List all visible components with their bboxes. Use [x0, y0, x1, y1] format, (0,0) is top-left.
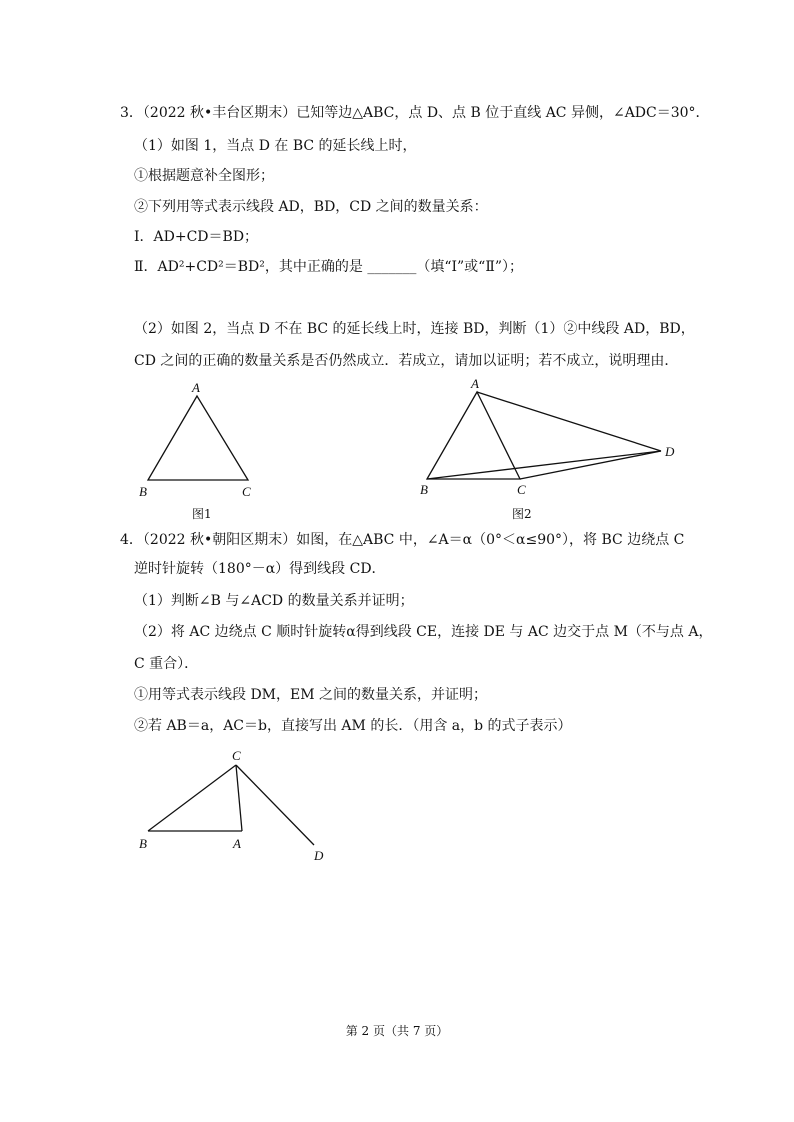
label-d: D	[665, 444, 675, 459]
q4-part2-task-b: ②若 AB＝a，AC＝b，直接写出 AM 的长．（用含 a，b 的式子表示）	[134, 718, 572, 734]
q3-part1-task-a: ①根据题意补全图形；	[134, 168, 274, 184]
q3-figure-2-caption: 图2	[512, 507, 532, 521]
q3-part1-task-b: ②下列用等式表示线段 AD，BD，CD 之间的数量关系：	[134, 199, 488, 215]
segment-cd	[236, 765, 314, 845]
q3-part2-line1: （2）如图 2，当点 D 不在 BC 的延长线上时，连接 BD，判断（1）②中线段 AD，BD，	[134, 321, 695, 337]
segment-cb	[148, 765, 236, 831]
triangle-abc	[427, 392, 520, 479]
label-a: A	[192, 380, 200, 395]
q3-figure-1-caption: 图1	[192, 507, 212, 521]
q4-stem-line1: 4．（2022 秋•朝阳区期末）如图，在△ABC 中，∠A＝α（0°＜α≤90°），将 BC 边绕点 C	[120, 532, 685, 548]
q4-part2-line1: （2）将 AC 边绕点 C 顺时针旋转α得到线段 CE，连接 DE 与 AC 边交于点 M（不与点 A，	[134, 624, 713, 640]
q3-part1: （1）如图 1，当点 D 在 BC 的延长线上时，	[134, 138, 417, 154]
label-a: A	[471, 376, 479, 391]
q3-figure-1	[130, 378, 270, 503]
q3-part2-line2: CD 之间的正确的数量关系是否仍然成立．若成立，请加以证明；若不成立，说明理由．	[134, 353, 679, 369]
page-footer: 第 2 页（共 7 页）	[345, 1024, 449, 1038]
q4-part2-task-a: ①用等式表示线段 DM，EM 之间的数量关系，并证明；	[134, 687, 488, 703]
q4-figure	[130, 745, 340, 865]
label-b: B	[420, 482, 428, 497]
label-b: B	[139, 484, 147, 499]
q4-stem-line2: 逆时针旋转（180°－α）得到线段 CD．	[134, 561, 386, 577]
triangle-abc	[148, 396, 248, 480]
q3-stem: 3．（2022 秋•丰台区期末）已知等边△ABC，点 D、点 B 位于直线 AC 异侧，∠ADC＝30°．	[120, 105, 710, 121]
segment-ad	[477, 392, 661, 451]
label-c: C	[517, 482, 526, 497]
q3-option-2: Ⅱ．AD²+CD²＝BD²，其中正确的是 _______（填“Ⅰ”或“Ⅱ”）；	[134, 259, 523, 275]
label-d: D	[314, 848, 324, 863]
label-a: A	[233, 836, 241, 851]
label-c: C	[232, 748, 241, 763]
q3-figure-2	[410, 370, 690, 505]
q3-option-1: Ⅰ．AD+CD＝BD；	[134, 229, 259, 245]
q4-part2-line2: C 重合）．	[134, 656, 199, 672]
segment-ac	[236, 765, 242, 831]
label-c: C	[242, 484, 251, 499]
label-b: B	[139, 836, 147, 851]
q4-part1: （1）判断∠B 与∠ACD 的数量关系并证明；	[134, 593, 414, 609]
